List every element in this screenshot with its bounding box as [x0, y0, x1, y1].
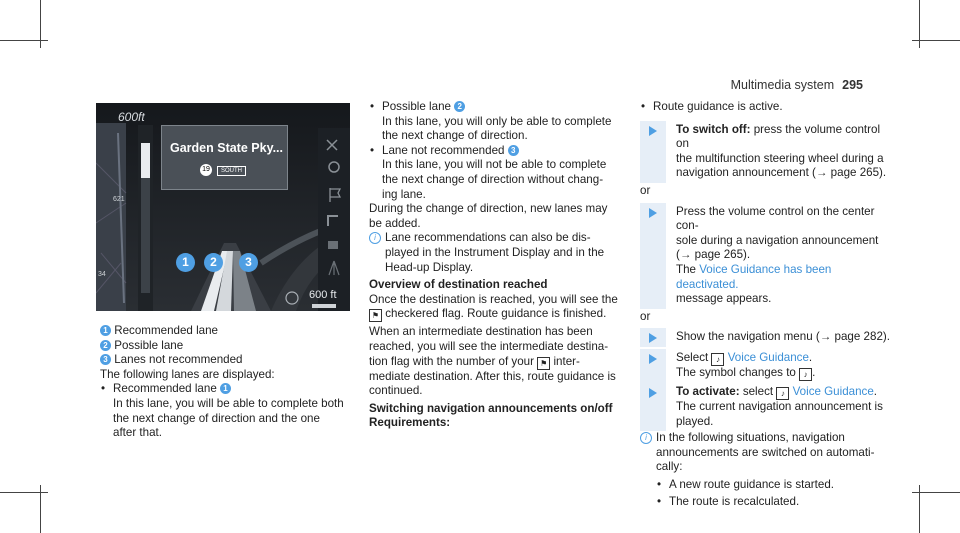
info-note: i In the following situations, navigation announcements are switched on automati- cally: • A new route guidance is started. • The route is recalculated.: [640, 431, 890, 510]
navigation-screenshot: [96, 103, 350, 311]
checkered-flag-icon[interactable]: [328, 241, 338, 249]
step-arrow-icon: [649, 333, 657, 343]
middle-column: [369, 100, 619, 431]
road-sign-panel: [161, 125, 288, 190]
voice-guidance-off-icon: ♪: [799, 368, 812, 381]
direction-sign: SOUTH: [217, 166, 246, 176]
distance-top: 600ft: [118, 110, 145, 124]
intermediate-flag-icon: ⚑: [537, 357, 550, 370]
action-step: Press the volume control on the center con- sole during a navigation announcement (→ page 265). The Voice Guidance has been deactivated. message appears.: [640, 205, 890, 307]
callout-3: 3: [239, 253, 258, 272]
menu-item-voice-guidance: Voice Guidance: [727, 350, 809, 364]
paragraph: When an intermediate destination has been: [369, 325, 593, 339]
system-message: Voice Guidance has been deactivated.: [676, 262, 832, 291]
page-number: 295: [842, 78, 863, 92]
crop-mark: [0, 40, 48, 41]
or-text: or: [640, 309, 651, 323]
bullet-item: • The route is recalculated.: [656, 495, 890, 510]
crop-mark: [0, 492, 48, 493]
paragraph: be added.: [369, 216, 421, 230]
info-note: i Lane recommendations can also be dis- played in the Instrument Display and in the Head-up Display.: [369, 231, 619, 275]
bullet-text: the next change of direction.: [382, 129, 528, 143]
paragraph: ⚑ checkered flag. Route guidance is finished.: [369, 307, 619, 322]
route-shield: 19: [200, 164, 212, 176]
bullet-title: • Recommended lane 1: [100, 382, 350, 397]
bullet-text: the next change of direction and the one: [113, 411, 320, 425]
callout-2: 2: [204, 253, 223, 272]
step-arrow-icon: [649, 388, 657, 398]
callout-1: 1: [176, 253, 195, 272]
info-icon: i: [369, 232, 381, 244]
step-arrow-icon: [649, 208, 657, 218]
bullet-item: • Route guidance is active.: [640, 100, 890, 115]
legend-item: 1 Recommended lane: [100, 324, 350, 339]
step-arrow-icon: [649, 354, 657, 364]
bullet-text: after that.: [113, 426, 162, 440]
or-text: or: [640, 183, 651, 197]
section-heading: Switching navigation announcements on/off: [369, 401, 613, 415]
bullet-text: ing lane.: [382, 187, 426, 201]
paragraph: Once the destination is reached, you will see the: [369, 292, 618, 306]
info-icon: i: [640, 432, 652, 444]
subheading: Requirements:: [369, 416, 451, 430]
legend-item: 2 Possible lane: [100, 339, 350, 354]
bullet-text: In this lane, you will be able to complete both: [113, 396, 344, 410]
intro-text: The following lanes are displayed:: [100, 367, 275, 381]
voice-guidance-icon: ♪: [711, 353, 724, 366]
bullet-item: • A new route guidance is started.: [656, 478, 890, 493]
crop-mark: [912, 40, 960, 41]
action-step: Show the navigation menu (→ page 282).: [640, 330, 890, 345]
bullet-text: the next change of direction without chang-: [382, 172, 604, 186]
action-step: Select ♪ Voice Guidance. The symbol changes to ♪ .: [640, 351, 890, 381]
action-step: To activate: select ♪ Voice Guidance. The current navigation announcement is played.: [640, 385, 890, 429]
action-step: To switch off: press the volume control on the multifunction steering wheel during a navigation announcement (→ page 265).: [640, 123, 890, 181]
section-title: Multimedia system: [730, 78, 835, 92]
map-label: 621: [113, 196, 125, 203]
bullet-text: In this lane, you will not be able to complete: [382, 158, 607, 172]
left-column: [100, 324, 350, 441]
menu-item-voice-guidance: Voice Guidance: [792, 384, 874, 398]
section-heading: Overview of destination reached: [369, 278, 548, 292]
bullet-text: In this lane, you will only be able to complete: [382, 114, 612, 128]
checkered-flag-icon: ⚑: [369, 309, 382, 322]
step-arrow-icon: [649, 126, 657, 136]
right-column: [640, 100, 890, 510]
map-label: 34: [98, 271, 106, 278]
road-name: Garden State Pky...: [170, 141, 284, 155]
paragraph: reached, you will see the intermediate destina-: [369, 339, 609, 353]
page-header: [731, 78, 863, 92]
paragraph: mediate destination. After this, route guidance is: [369, 369, 616, 383]
crop-mark: [912, 492, 960, 493]
legend-item: 3 Lanes not recommended: [100, 353, 350, 368]
voice-guidance-off-icon: ♪: [776, 387, 789, 400]
paragraph: continued.: [369, 384, 423, 398]
bullet-title: • Lane not recommended 3: [369, 144, 619, 159]
paragraph: tion flag with the number of your ⚑ inter-: [369, 354, 580, 368]
bullet-title: • Possible lane 2: [369, 100, 619, 115]
distance-bottom: 600 ft: [309, 289, 337, 301]
paragraph: During the change of direction, new lanes may: [369, 202, 608, 216]
